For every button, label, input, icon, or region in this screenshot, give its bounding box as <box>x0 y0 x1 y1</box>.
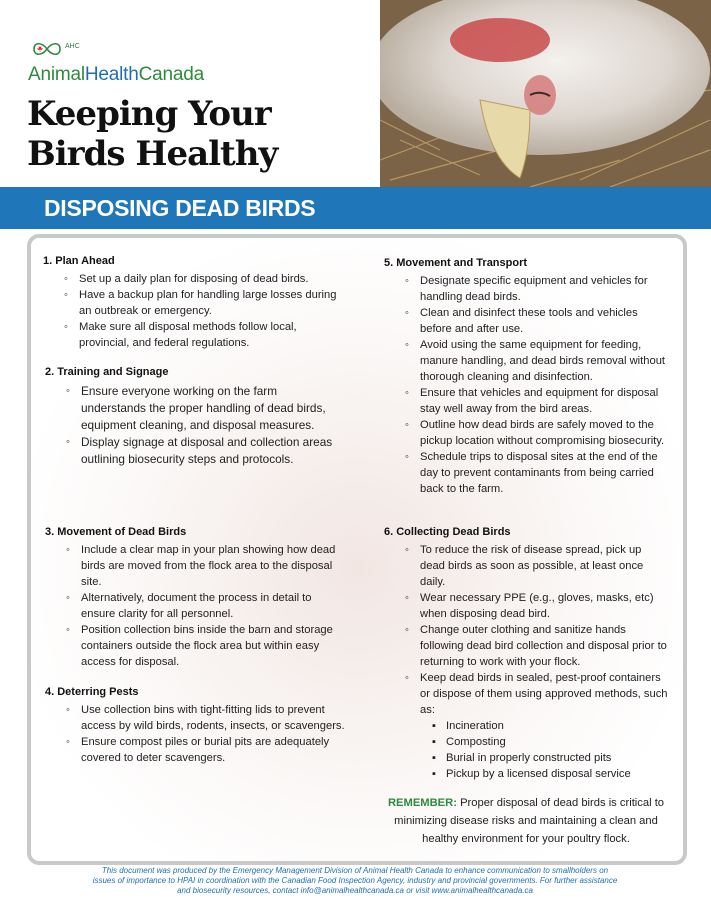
section-collecting-dead-birds <box>384 524 669 782</box>
list-item: ◦ Display signage at disposal and collection areas outlining biosecurity steps and protocols. <box>81 434 335 468</box>
list-item: ◦ Position collection bins inside the barn and storage containers outside the flock area but within easy access for disposal. <box>81 622 345 670</box>
list-item: ◦ Outline how dead birds are safely moved to the pickup location without compromising biosecurity. <box>420 417 669 449</box>
list-item: ◦ Clean and disinfect these tools and vehicles before and after use. <box>420 305 669 337</box>
ahc-logo-mark <box>28 38 84 60</box>
logo-wordmark: AnimalHealthCanada <box>28 64 204 85</box>
list-item: ◦ Have a backup plan for handling large losses during an outbreak or emergency. <box>79 287 343 319</box>
list-item: ◦ Ensure everyone working on the farm understands the proper handling of dead birds, equipment cleaning, and disposal measures. <box>81 383 335 434</box>
section-movement-transport <box>384 255 669 497</box>
title-line-2: Birds Healthy <box>27 134 278 174</box>
logo-mark-text: AHC <box>65 43 80 50</box>
section-heading: 6. Collecting Dead Birds <box>384 526 511 538</box>
banner-title: DISPOSING DEAD BIRDS <box>44 195 316 221</box>
list-item: ◦ Ensure that vehicles and equipment for disposal stay well away from the bird areas. <box>420 385 669 417</box>
list-item: ◦ Ensure compost piles or burial pits are adequately covered to deter scavengers. <box>81 734 345 766</box>
page-title <box>27 94 277 174</box>
section-banner <box>0 187 711 229</box>
list-item: ◦ Include a clear map in your plan showing how dead birds are moved from the flock area to the disposal site. <box>81 542 345 590</box>
content-panel <box>27 234 687 865</box>
list-item: ◦ Set up a daily plan for disposing of dead birds. <box>79 271 343 287</box>
list-item: ◦ Designate specific equipment and vehicles for handling dead birds. <box>420 273 669 305</box>
list-item: ◦ Schedule trips to disposal sites at the end of the day to prevent contaminants from being carried back to the farm. <box>420 449 669 497</box>
list-item: ◦ Wear necessary PPE (e.g., gloves, masks, etc) when disposing dead bird. <box>420 590 669 622</box>
sleeping-hen-photo-icon <box>380 0 711 187</box>
hen-photo <box>380 0 711 187</box>
list-item: ◦ Change outer clothing and sanitize hands following dead bird collection and disposal prior to returning to work with your flock. <box>420 622 669 670</box>
sub-list-item: ▪ Burial in properly constructed pits <box>446 750 669 766</box>
section-movement-dead-birds <box>45 524 345 670</box>
remember-text: Proper disposal of dead birds is critical to minimizing disease risks and maintaining a clean and healthy environment for your poultry flock. <box>394 797 665 845</box>
section-heading: 5. Movement and Transport <box>384 257 528 269</box>
section-deterring-pests <box>45 684 345 766</box>
list-item: ◦ To reduce the risk of disease spread, pick up dead birds as soon as possible, at least once daily. <box>420 542 669 590</box>
sub-list-item: ▪ Composting <box>446 734 669 750</box>
sub-list-item: ▪ Incineration <box>446 718 669 734</box>
section-heading: 3. Movement of Dead Birds <box>45 526 187 538</box>
section-heading: 2. Training and Signage <box>45 366 169 378</box>
list-item: ◦ Avoid using the same equipment for feeding, manure handling, and dead birds removal without thorough cleaning and disinfection. <box>420 337 669 385</box>
sub-list-item: ▪ Pickup by a licensed disposal service <box>446 766 669 782</box>
section-heading: 1. Plan Ahead <box>43 255 115 267</box>
ahc-logo <box>28 38 238 90</box>
list-item: ◦ Make sure all disposal methods follow local, provincial, and federal regulations. <box>79 319 343 351</box>
section-plan-ahead <box>43 253 343 351</box>
remember-note <box>381 794 671 848</box>
list-item: ◦ Keep dead birds in sealed, pest-proof containers or dispose of them using approved methods, such as: <box>420 670 669 718</box>
section-training-signage <box>45 364 335 468</box>
title-line-1: Keeping Your <box>27 94 271 134</box>
list-item: ◦ Alternatively, document the process in detail to ensure clarity for all personnel. <box>81 590 345 622</box>
footer-note: This document was produced by the Emergency Management Division of Animal Health Canada to enhance communication to smallholders on issues of importance to HPAI in coordination with the Canadian Food Inspection Agency, industry and provincial governments. For further assistance and biosecurity resources, contact info@animalhealthcanada.ca or visit www.animalhealthcanada.ca <box>92 866 618 895</box>
section-heading: 4. Deterring Pests <box>45 686 139 698</box>
remember-label: REMEMBER: <box>387 797 457 809</box>
list-item: ◦ Use collection bins with tight-fitting lids to prevent access by wild birds, rodents, insects, or scavengers. <box>81 702 345 734</box>
